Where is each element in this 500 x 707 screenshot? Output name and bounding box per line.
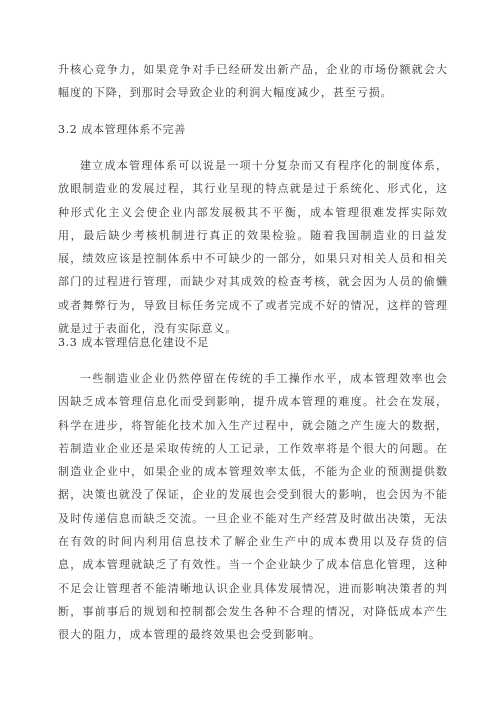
paragraph-cost-system: 建立成本管理体系可以说是一项十分复杂而又有程序化的制度体系，放眼制造业的发展过程，其行业呈现的特点就是过于系统化、形式化，这种形式化主义会使企业内部发展极其不平衡，成本管理很难发挥实际效用，最后缺少考核机制进行真正的效果检验。随着我国制造业的日益发展，绩效应该是控制体系中不可缺少的一部分，如果只对相关人员和相关部门的过程进行管理，而缺少对其成效的检查考核，就会因为人员的偷懒或者舞弊行为，导致目标任务完成不了或者完成不好的情况，这样的管理就是过于表面化，没有实际意义。 [58, 159, 448, 336]
section-heading-3-3: 3.3 成本管理信息化建设不足 [58, 336, 209, 349]
paragraph-continuation: 升核心竞争力，如果竞争对手已经研发出新产品，企业的市场份额就会大幅度的下降，到那时会导致企业的利润大幅度减少，甚至亏损。 [58, 63, 448, 100]
paragraph-informatization: 一些制造业企业仍然停留在传统的手工操作水平，成本管理效率也会因缺乏成本管理信息化而受到影响，提升成本管理的难度。社会在发展，科学在进步，将智能化技术加入生产过程中，就会随之产生庞大的数据，若制造业企业还是采取传统的人工记录，工作效率将是个很大的问题。在制造业企业中，如果企业的成本管理效率太低，不能为企业的预测提供数据，决策也就没了保证，企业的发展也会受到很大的影响，也会因为不能及时传递信息而缺乏交流。一旦企业不能对生产经营及时做出决策，无法在有效的时间内利用信息技术了解企业生产中的成本费用以及存货的信息，成本管理就缺乏了有效性。当一个企业缺少了成本信息化管理，这种不足会让管理者不能清晰地认识企业具体发展情况，进而影响决策者的判断，事前事后的规划和控制都会发生各种不合理的情况，对降低成本产生很大的阻力，成本管理的最终效果也会受到影响。 [58, 372, 448, 642]
section-heading-3-2: 3.2 成本管理体系不完善 [58, 123, 186, 136]
